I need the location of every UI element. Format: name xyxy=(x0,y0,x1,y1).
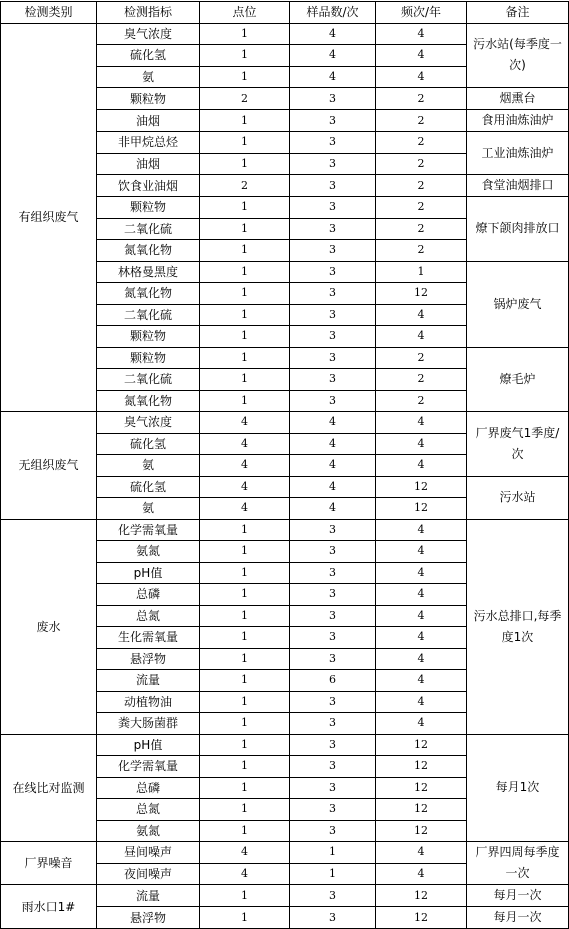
table-row xyxy=(1,885,569,907)
metric-cell: 臭气浓度 xyxy=(97,23,200,45)
metric-cell: 氨 xyxy=(97,66,200,88)
samples-cell: 4 xyxy=(290,412,376,434)
remarks-cell: 厂界废气1季度/次 xyxy=(467,412,569,477)
frequency-cell: 4 xyxy=(376,304,467,326)
samples-cell: 3 xyxy=(290,283,376,305)
samples-cell: 3 xyxy=(290,777,376,799)
remarks-cell: 污水总排口,每季度1次 xyxy=(467,519,569,734)
frequency-cell: 4 xyxy=(376,670,467,692)
header-row xyxy=(1,2,569,24)
frequency-cell: 4 xyxy=(376,541,467,563)
samples-cell: 3 xyxy=(290,820,376,842)
samples-cell: 3 xyxy=(290,799,376,821)
frequency-cell: 12 xyxy=(376,734,467,756)
remarks-cell: 食堂油烟排口 xyxy=(467,175,569,197)
monitoring-table xyxy=(0,1,569,929)
header-points: 点位 xyxy=(200,2,290,24)
points-cell: 1 xyxy=(200,261,290,283)
frequency-cell: 12 xyxy=(376,777,467,799)
remarks-cell: 污水站(每季度一次) xyxy=(467,23,569,88)
points-cell: 1 xyxy=(200,907,290,929)
frequency-cell: 4 xyxy=(376,455,467,477)
frequency-cell: 4 xyxy=(376,433,467,455)
metric-cell: 流量 xyxy=(97,885,200,907)
samples-cell: 3 xyxy=(290,885,376,907)
points-cell: 1 xyxy=(200,347,290,369)
points-cell: 1 xyxy=(200,66,290,88)
category-cell: 废水 xyxy=(1,519,97,734)
points-cell: 1 xyxy=(200,885,290,907)
metric-cell: 总氮 xyxy=(97,605,200,627)
points-cell: 1 xyxy=(200,132,290,154)
samples-cell: 3 xyxy=(290,734,376,756)
remarks-cell: 食用油炼油炉 xyxy=(467,110,569,132)
metric-cell: 颗粒物 xyxy=(97,347,200,369)
points-cell: 1 xyxy=(200,390,290,412)
metric-cell: 氮氧化物 xyxy=(97,240,200,262)
metric-cell: 氨 xyxy=(97,455,200,477)
samples-cell: 3 xyxy=(290,648,376,670)
frequency-cell: 2 xyxy=(376,347,467,369)
remarks-cell: 燎下颌肉排放口 xyxy=(467,197,569,262)
metric-cell: 硫化氢 xyxy=(97,45,200,67)
samples-cell: 3 xyxy=(290,153,376,175)
points-cell: 2 xyxy=(200,175,290,197)
remarks-cell: 燎毛炉 xyxy=(467,347,569,412)
metric-cell: 非甲烷总烃 xyxy=(97,132,200,154)
remarks-cell: 每月一次 xyxy=(467,885,569,907)
points-cell: 4 xyxy=(200,412,290,434)
table-body xyxy=(1,23,569,929)
points-cell: 1 xyxy=(200,283,290,305)
frequency-cell: 2 xyxy=(376,88,467,110)
metric-cell: 总氮 xyxy=(97,799,200,821)
header-samples: 样品数/次 xyxy=(290,2,376,24)
points-cell: 4 xyxy=(200,863,290,885)
frequency-cell: 2 xyxy=(376,390,467,412)
frequency-cell: 2 xyxy=(376,132,467,154)
points-cell: 1 xyxy=(200,23,290,45)
points-cell: 1 xyxy=(200,734,290,756)
points-cell: 1 xyxy=(200,713,290,735)
metric-cell: 化学需氧量 xyxy=(97,756,200,778)
remarks-cell: 厂界四周每季度一次 xyxy=(467,842,569,885)
samples-cell: 3 xyxy=(290,584,376,606)
header-category: 检测类别 xyxy=(1,2,97,24)
samples-cell: 4 xyxy=(290,476,376,498)
frequency-cell: 2 xyxy=(376,110,467,132)
points-cell: 1 xyxy=(200,605,290,627)
metric-cell: 氨氮 xyxy=(97,541,200,563)
points-cell: 4 xyxy=(200,476,290,498)
samples-cell: 3 xyxy=(290,562,376,584)
samples-cell: 4 xyxy=(290,66,376,88)
category-cell: 厂界噪音 xyxy=(1,842,97,885)
metric-cell: 悬浮物 xyxy=(97,907,200,929)
metric-cell: 氮氧化物 xyxy=(97,283,200,305)
points-cell: 1 xyxy=(200,670,290,692)
frequency-cell: 4 xyxy=(376,842,467,864)
points-cell: 1 xyxy=(200,153,290,175)
samples-cell: 6 xyxy=(290,670,376,692)
table-row xyxy=(1,23,569,45)
table-row xyxy=(1,842,569,864)
points-cell: 1 xyxy=(200,627,290,649)
remarks-cell: 每月1次 xyxy=(467,734,569,842)
frequency-cell: 4 xyxy=(376,66,467,88)
points-cell: 1 xyxy=(200,820,290,842)
samples-cell: 3 xyxy=(290,110,376,132)
metric-cell: 二氧化硫 xyxy=(97,369,200,391)
frequency-cell: 12 xyxy=(376,476,467,498)
points-cell: 1 xyxy=(200,45,290,67)
frequency-cell: 4 xyxy=(376,519,467,541)
points-cell: 4 xyxy=(200,842,290,864)
table-row xyxy=(1,734,569,756)
points-cell: 1 xyxy=(200,304,290,326)
samples-cell: 3 xyxy=(290,390,376,412)
frequency-cell: 12 xyxy=(376,799,467,821)
samples-cell: 3 xyxy=(290,691,376,713)
frequency-cell: 4 xyxy=(376,713,467,735)
metric-cell: 颗粒物 xyxy=(97,88,200,110)
metric-cell: 臭气浓度 xyxy=(97,412,200,434)
metric-cell: 二氧化硫 xyxy=(97,218,200,240)
samples-cell: 4 xyxy=(290,498,376,520)
frequency-cell: 2 xyxy=(376,240,467,262)
header-remarks: 备注 xyxy=(467,2,569,24)
samples-cell: 3 xyxy=(290,261,376,283)
remarks-cell: 烟熏台 xyxy=(467,88,569,110)
metric-cell: 颗粒物 xyxy=(97,197,200,219)
frequency-cell: 4 xyxy=(376,648,467,670)
metric-cell: pH值 xyxy=(97,562,200,584)
points-cell: 1 xyxy=(200,777,290,799)
frequency-cell: 2 xyxy=(376,218,467,240)
frequency-cell: 2 xyxy=(376,153,467,175)
samples-cell: 3 xyxy=(290,304,376,326)
samples-cell: 1 xyxy=(290,863,376,885)
frequency-cell: 12 xyxy=(376,907,467,929)
metric-cell: 昼间噪声 xyxy=(97,842,200,864)
samples-cell: 3 xyxy=(290,326,376,348)
samples-cell: 3 xyxy=(290,756,376,778)
table-row xyxy=(1,519,569,541)
points-cell: 1 xyxy=(200,799,290,821)
frequency-cell: 12 xyxy=(376,756,467,778)
metric-cell: 油烟 xyxy=(97,110,200,132)
points-cell: 1 xyxy=(200,562,290,584)
frequency-cell: 1 xyxy=(376,261,467,283)
samples-cell: 3 xyxy=(290,713,376,735)
metric-cell: 化学需氧量 xyxy=(97,519,200,541)
samples-cell: 3 xyxy=(290,240,376,262)
points-cell: 4 xyxy=(200,498,290,520)
metric-cell: 硫化氢 xyxy=(97,476,200,498)
metric-cell: 颗粒物 xyxy=(97,326,200,348)
samples-cell: 3 xyxy=(290,369,376,391)
metric-cell: 总磷 xyxy=(97,584,200,606)
metric-cell: 粪大肠菌群 xyxy=(97,713,200,735)
points-cell: 1 xyxy=(200,756,290,778)
samples-cell: 3 xyxy=(290,541,376,563)
metric-cell: 二氧化硫 xyxy=(97,304,200,326)
points-cell: 4 xyxy=(200,455,290,477)
header-frequency: 频次/年 xyxy=(376,2,467,24)
samples-cell: 3 xyxy=(290,907,376,929)
points-cell: 1 xyxy=(200,110,290,132)
points-cell: 1 xyxy=(200,369,290,391)
samples-cell: 1 xyxy=(290,842,376,864)
frequency-cell: 4 xyxy=(376,45,467,67)
points-cell: 4 xyxy=(200,433,290,455)
frequency-cell: 12 xyxy=(376,283,467,305)
samples-cell: 3 xyxy=(290,627,376,649)
samples-cell: 3 xyxy=(290,347,376,369)
category-cell: 无组织废气 xyxy=(1,412,97,520)
samples-cell: 4 xyxy=(290,455,376,477)
metric-cell: 油烟 xyxy=(97,153,200,175)
points-cell: 1 xyxy=(200,691,290,713)
category-cell: 雨水口1# xyxy=(1,885,97,929)
points-cell: 1 xyxy=(200,648,290,670)
metric-cell: 总磷 xyxy=(97,777,200,799)
frequency-cell: 2 xyxy=(376,197,467,219)
samples-cell: 3 xyxy=(290,519,376,541)
frequency-cell: 4 xyxy=(376,412,467,434)
remarks-cell: 污水站 xyxy=(467,476,569,519)
metric-cell: 夜间噪声 xyxy=(97,863,200,885)
samples-cell: 3 xyxy=(290,175,376,197)
points-cell: 1 xyxy=(200,584,290,606)
samples-cell: 3 xyxy=(290,218,376,240)
metric-cell: 饮食业油烟 xyxy=(97,175,200,197)
metric-cell: 生化需氧量 xyxy=(97,627,200,649)
frequency-cell: 12 xyxy=(376,885,467,907)
frequency-cell: 4 xyxy=(376,562,467,584)
frequency-cell: 2 xyxy=(376,369,467,391)
points-cell: 1 xyxy=(200,519,290,541)
metric-cell: 氨 xyxy=(97,498,200,520)
remarks-cell: 锅炉废气 xyxy=(467,261,569,347)
points-cell: 1 xyxy=(200,240,290,262)
samples-cell: 4 xyxy=(290,45,376,67)
points-cell: 2 xyxy=(200,88,290,110)
metric-cell: 氮氧化物 xyxy=(97,390,200,412)
metric-cell: pH值 xyxy=(97,734,200,756)
header-metric: 检测指标 xyxy=(97,2,200,24)
points-cell: 1 xyxy=(200,541,290,563)
samples-cell: 3 xyxy=(290,132,376,154)
points-cell: 1 xyxy=(200,197,290,219)
metric-cell: 流量 xyxy=(97,670,200,692)
samples-cell: 3 xyxy=(290,605,376,627)
points-cell: 1 xyxy=(200,218,290,240)
frequency-cell: 2 xyxy=(376,175,467,197)
samples-cell: 3 xyxy=(290,197,376,219)
frequency-cell: 12 xyxy=(376,820,467,842)
metric-cell: 氨氮 xyxy=(97,820,200,842)
frequency-cell: 4 xyxy=(376,23,467,45)
frequency-cell: 4 xyxy=(376,605,467,627)
frequency-cell: 4 xyxy=(376,627,467,649)
frequency-cell: 4 xyxy=(376,691,467,713)
frequency-cell: 4 xyxy=(376,863,467,885)
remarks-cell: 工业油炼油炉 xyxy=(467,132,569,175)
points-cell: 1 xyxy=(200,326,290,348)
metric-cell: 硫化氢 xyxy=(97,433,200,455)
frequency-cell: 12 xyxy=(376,498,467,520)
frequency-cell: 4 xyxy=(376,326,467,348)
metric-cell: 动植物油 xyxy=(97,691,200,713)
samples-cell: 3 xyxy=(290,88,376,110)
table-row xyxy=(1,412,569,434)
category-cell: 在线比对监测 xyxy=(1,734,97,842)
samples-cell: 4 xyxy=(290,23,376,45)
metric-cell: 林格曼黑度 xyxy=(97,261,200,283)
category-cell: 有组织废气 xyxy=(1,23,97,412)
frequency-cell: 4 xyxy=(376,584,467,606)
metric-cell: 悬浮物 xyxy=(97,648,200,670)
samples-cell: 4 xyxy=(290,433,376,455)
remarks-cell: 每月一次 xyxy=(467,907,569,929)
